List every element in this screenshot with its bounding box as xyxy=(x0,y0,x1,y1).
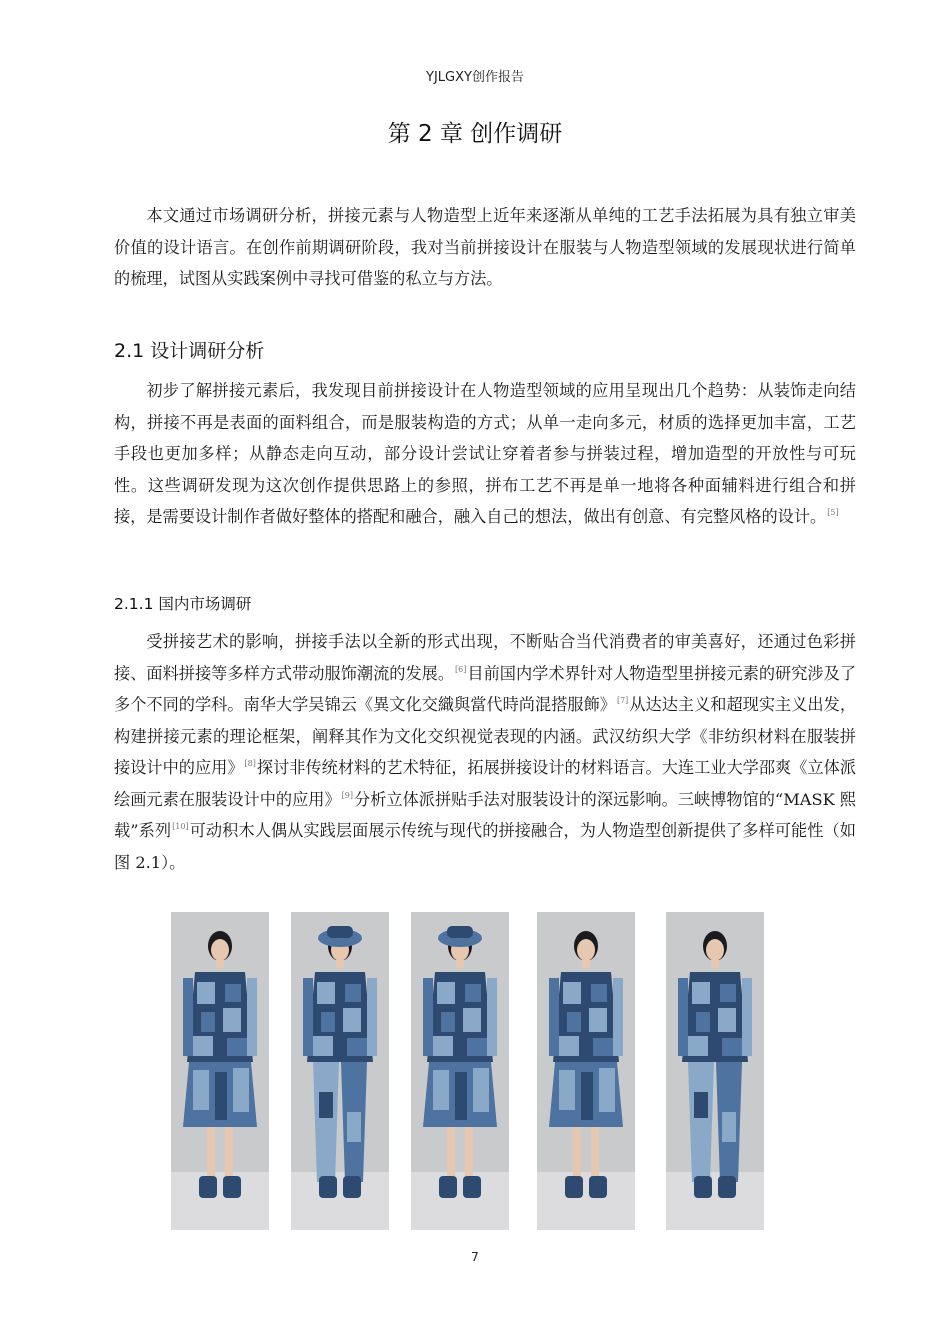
intro-paragraph: 本文通过市场调研分析，拼接元素与人物造型上近年来逐渐从单纯的工艺手法拓展为具有独立审美价值的设计语言。在创作前期调研阶段，我对当前拼接设计在服装与人物造型领域的发展现状进行简单的梳理，试图从实践案例中寻找可借鉴的私立与方法。 xyxy=(114,206,856,288)
runway-photo-4 xyxy=(537,912,635,1230)
citation-5: [5] xyxy=(827,508,839,517)
citation-9: [9] xyxy=(341,790,353,800)
chapter-title: 第 2 章 创作调研 xyxy=(387,121,563,147)
citation-10: [10] xyxy=(172,822,189,831)
running-header: YJLGXY创作报告 xyxy=(426,70,524,85)
runway-photo-5 xyxy=(666,912,764,1230)
paragraph-text-4: 探讨非传统材料的艺术特征，拓展拼接设计的材料语言。大连工业大学邵爽《立体派绘画元素在服装设计中的应用》 xyxy=(114,758,857,809)
runway-photo-2 xyxy=(291,912,389,1230)
section-2-1-1-paragraph xyxy=(114,626,856,878)
citation-7: [7] xyxy=(616,696,629,705)
citation-8: [8] xyxy=(244,759,256,768)
paragraph-text-2: 目前国内学术界针对人物造型里拼接元素的研究涉及了多个不同的学科。南华大学吴锦云《異文化交織與當代時尚混搭服飾》 xyxy=(114,663,857,714)
runway-photo-3 xyxy=(411,912,509,1230)
section-2-1-paragraph xyxy=(114,375,856,533)
citation-6: [6] xyxy=(455,664,467,674)
paragraph-text-3: 从达达主义和超现实主义出发，构建拼接元素的理论框架，阐释其作为文化交织视觉表现的内涵。武汉纺织大学《非纺织材料在服装拼接设计中的应用》 xyxy=(114,695,857,777)
paragraph-text-1: 受拼接艺术的影响，拼接手法以全新的形式出现，不断贴合当代消费者的审美喜好，还通过色彩拼接、面料拼接等多样方式带动服饰潮流的发展。 xyxy=(114,632,856,683)
section-heading-2-1-1: 2.1.1 国内市场调研 xyxy=(114,595,252,613)
section-heading-2-1: 2.1 设计调研分析 xyxy=(114,340,265,362)
paragraph-text: 初步了解拼接元素后，我发现目前拼接设计在人物造型领域的应用呈现出几个趋势：从装饰走向结构，拼接不再是表面的面料组合，而是服装构造的方式；从单一走向多元，材质的选择更加丰富，工艺手段也更加多样；从静态走向互动，部分设计尝试让穿着者参与拼装过程，增加造型的开放性与可玩性。这些调研发现为这次创作提供思路上的参照，拼布工艺不再是单一地将各种面辅料进行组合和拼接，是需要设计制作者做好整体的搭配和融合，融入自己的想法，做出有创意、有完整风格的设计。 xyxy=(114,381,856,526)
page-number: 7 xyxy=(471,1250,479,1264)
paragraph-text-6: 可动积木人偶从实践层面展示传统与现代的拼接融合，为人物造型创新提供了多样可能性（如图 2.1）。 xyxy=(114,821,856,872)
runway-photo-strip xyxy=(0,912,950,1232)
paragraph-text-5: 分析立体派拼贴手法对服装设计的深远影响。三峡博物馆的“MASK 熙载”系列 xyxy=(114,789,856,840)
runway-photo-1 xyxy=(171,912,269,1230)
